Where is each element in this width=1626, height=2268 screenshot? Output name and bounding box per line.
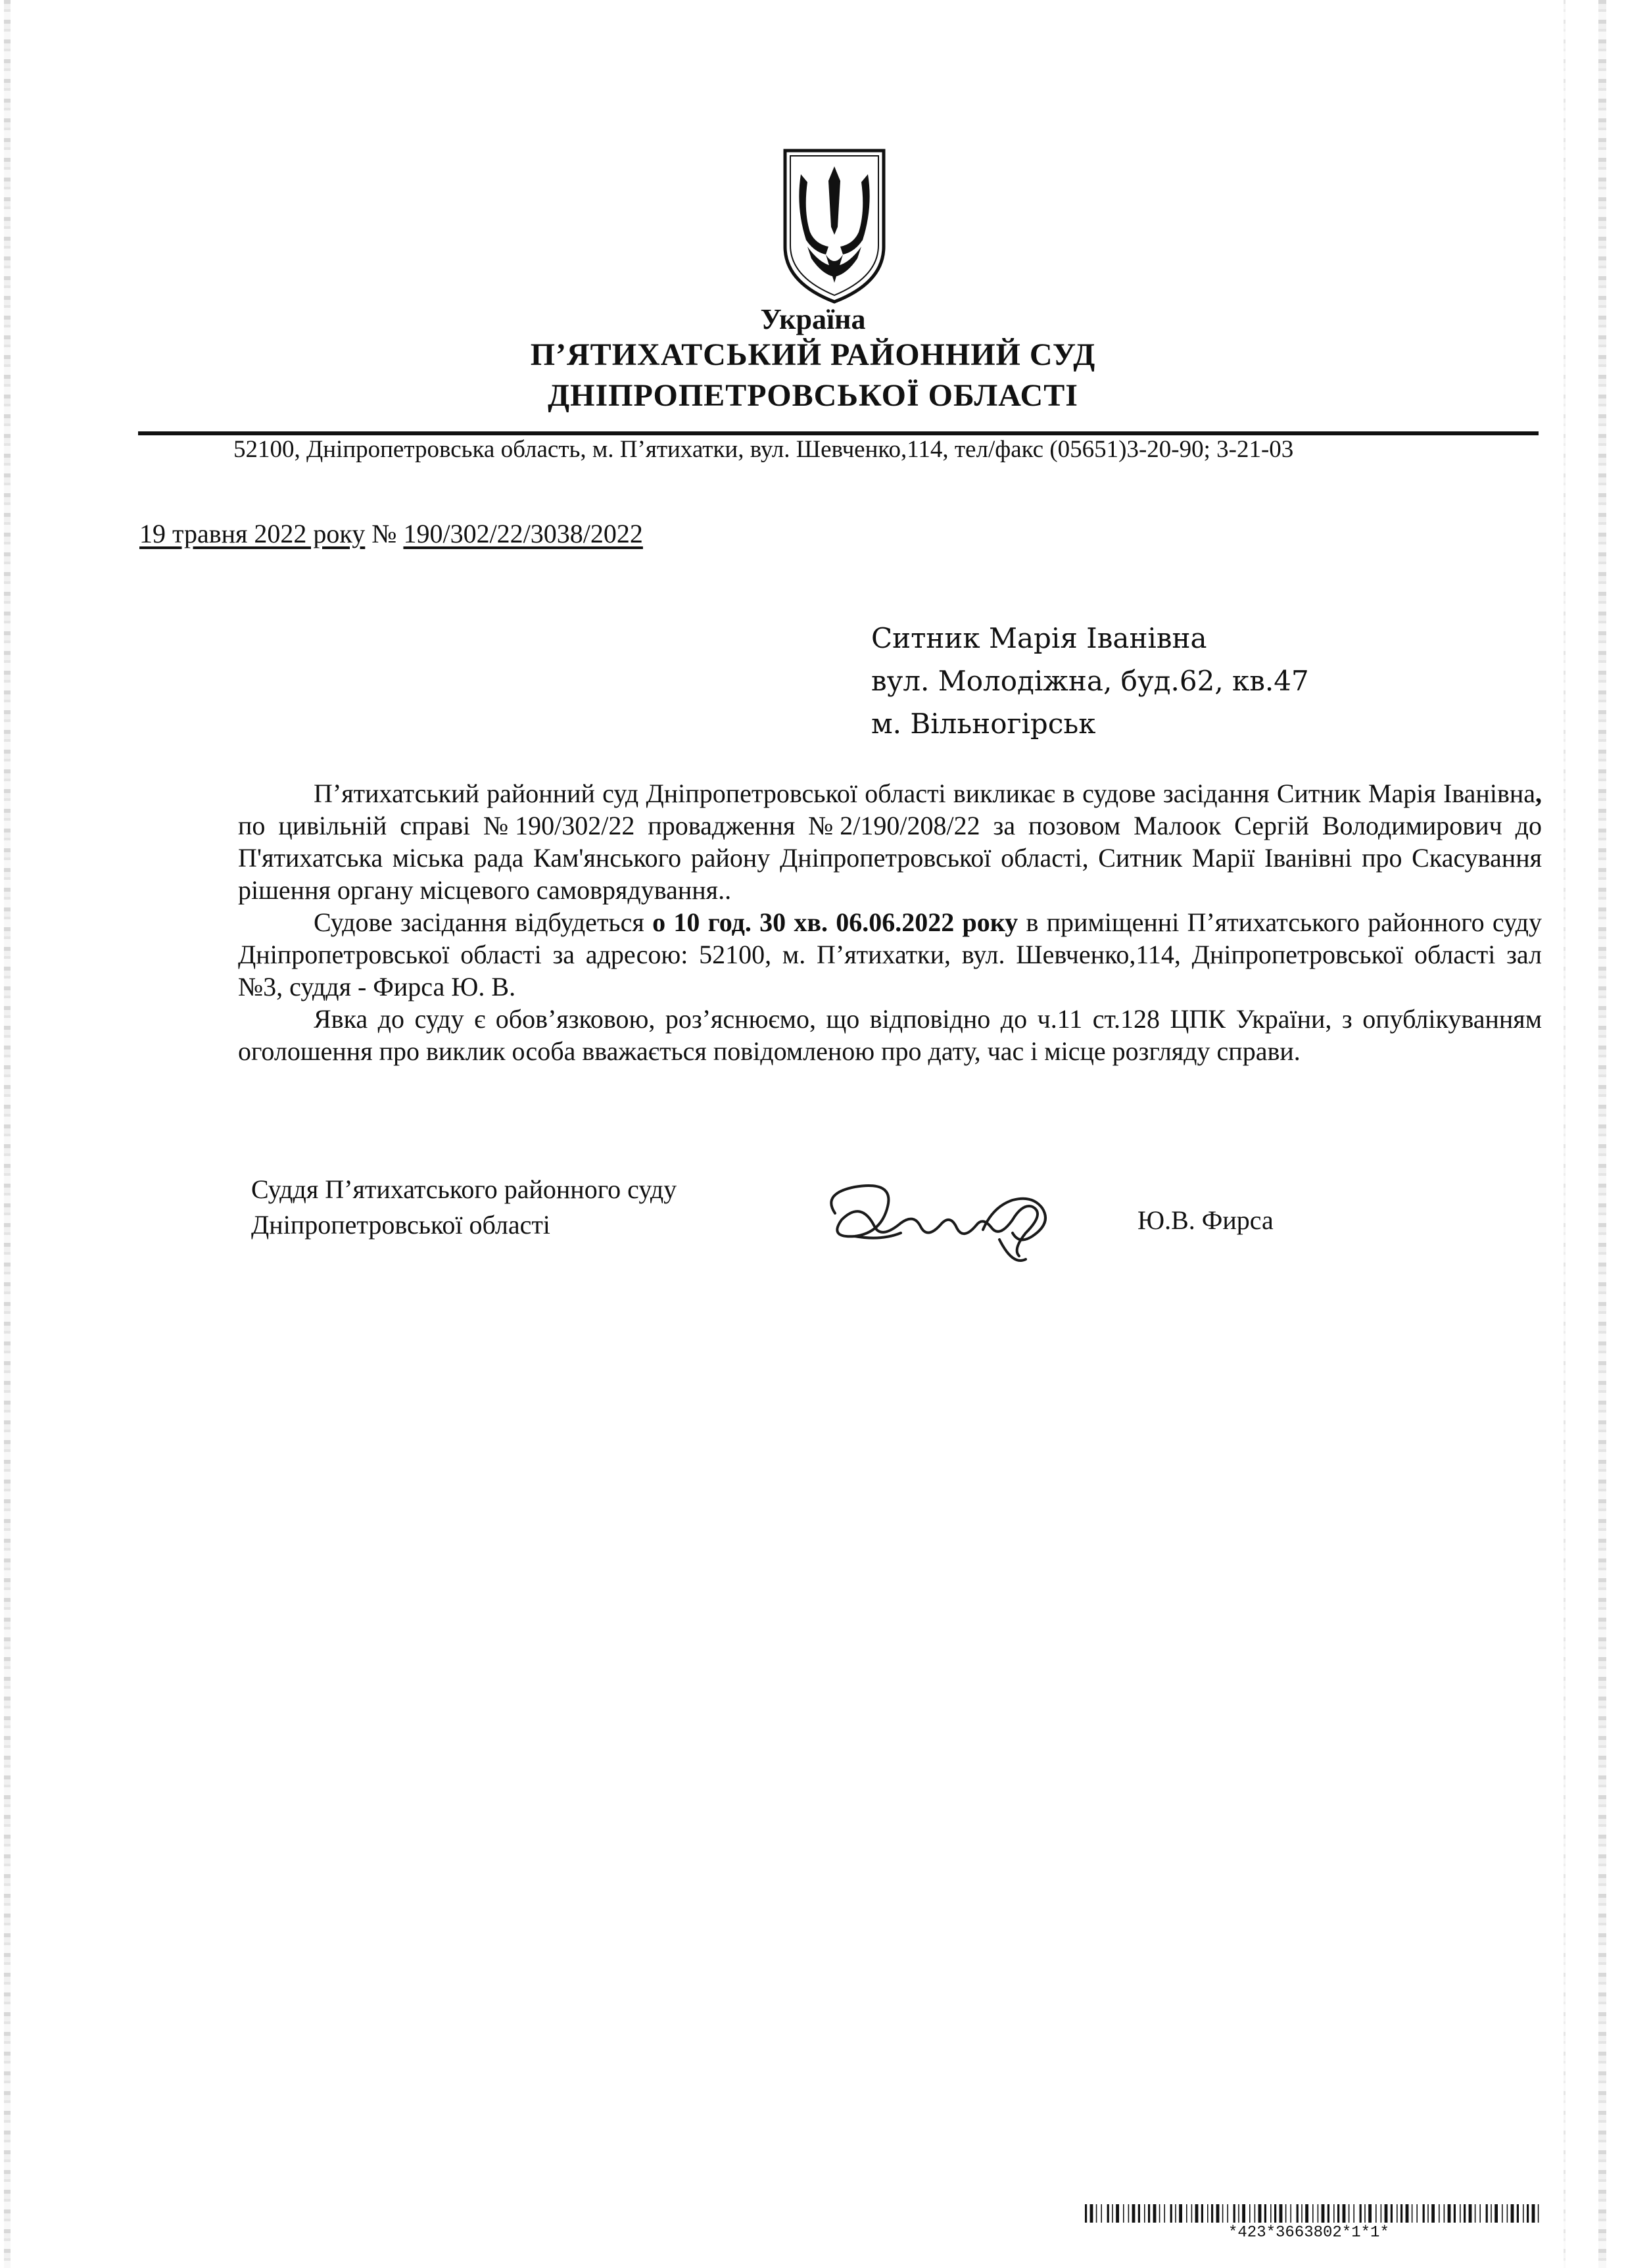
- summons-comma: ,: [1535, 779, 1542, 808]
- paragraph-summons: [238, 777, 1542, 906]
- recipient-name: Ситник Марія Іванівна: [871, 622, 1207, 654]
- recipient-city: м. Вільногірськ: [871, 708, 1096, 740]
- letter-body: [238, 777, 1542, 1067]
- court-name-line1: П’ЯТИХАТСЬКИЙ РАЙОННИЙ СУД: [530, 337, 1096, 372]
- court-name-line2: ДНІПРОПЕТРОВСЬКОЇ ОБЛАСТІ: [548, 378, 1078, 413]
- paragraph-hearing: [238, 906, 1542, 1003]
- summons-lead: П’ятихатський районний суд Дніпропетровської області викликає в судове засідання Ситник Марія Іванівна: [314, 779, 1535, 808]
- trident-emblem-icon: [781, 148, 888, 304]
- recipient-street: вул. Молодіжна, буд.62, кв.47: [871, 665, 1309, 697]
- reference-number: 190/302/22/3038/2022: [403, 519, 643, 548]
- barcode-text: *423*3663802*1*1*: [1228, 2224, 1389, 2242]
- paragraph-attendance: Явка до суду є обов’язковою, роз’яснюємо, що відповідно до ч.11 ст.128 ЦПК України, з опублікуванням оголошення про виклик особа вважається повідомленою про дату, час і місце розгляду справи.: [238, 1004, 1542, 1066]
- hearing-time: о 10 год. 30 хв. 06.06.2022 року: [652, 907, 1018, 937]
- judge-title-line1: Суддя П’ятихатського районного суду: [251, 1174, 677, 1204]
- reference-line: [139, 518, 643, 549]
- reference-date: 19 травня 2022 року: [139, 519, 366, 548]
- handwritten-signature-icon: [815, 1167, 1085, 1269]
- summons-rest: по цивільній справі №190/302/22 провадження №2/190/208/22 за позовом Малоок Сергій Володимирович до П'ятихатська міська рада Кам'янського району Дніпропетровської області, Ситник Марії Іванівні про Скасування рішення органу місцевого самоврядування..: [238, 811, 1542, 905]
- judge-title: [251, 1172, 677, 1243]
- hearing-rest: в приміщенні П’ятихатського районного суду Дніпропетровської області за адресою: 52100, м. П’ятихатки, вул. Шевченко,114, Дніпропетровської області зал №3, суддя - Фирса Ю. В.: [238, 907, 1542, 1001]
- country-name: Україна: [760, 303, 866, 335]
- recipient-block: [871, 617, 1309, 745]
- reference-number-sign: №: [371, 519, 397, 548]
- judge-name: Ю.В. Фирса: [1137, 1205, 1274, 1235]
- hearing-lead: Судове засідання відбудеться: [314, 907, 653, 937]
- court-address: 52100, Дніпропетровська область, м. П’ятихатки, вул. Шевченко,114, тел/факс (05651)3-20-90; 3-21-03: [233, 436, 1294, 463]
- judge-title-line2: Дніпропетровської області: [251, 1210, 550, 1240]
- barcode-icon: [1085, 2204, 1542, 2223]
